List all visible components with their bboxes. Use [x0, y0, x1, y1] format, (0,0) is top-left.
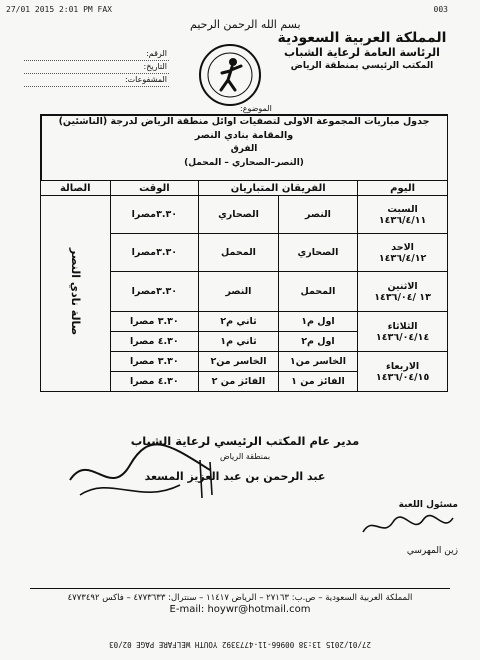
day-cell: [358, 196, 448, 234]
title-line-1: جدول مباريات المجموعة الاولى لتصفيات اوائل منطقة الرياض لدرجة (الناشئين): [58, 116, 430, 127]
day-name: الاثنين: [387, 280, 418, 292]
team-1: الخاسر من١: [278, 352, 357, 372]
day-date: ١٣ /١٤٣٦/٠٤: [374, 291, 431, 303]
day-name: الثلاثاء: [387, 320, 418, 332]
responsible-block: [348, 500, 458, 556]
subject-label: الموضوع:: [240, 104, 272, 113]
team-1: النصر: [278, 196, 357, 234]
basmala: بسم الله الرحمن الرحيم: [190, 18, 301, 31]
time-cell: ٣.٣٠مصرا: [110, 272, 199, 312]
team-2: المحمل: [199, 234, 278, 272]
org-header: [262, 30, 462, 71]
table-row: [41, 196, 448, 234]
day-date: ١٤٣٦/٤/١٢: [378, 252, 427, 264]
title-line-2: والمقامة بنادي النصر: [194, 130, 294, 141]
fax-header: 27/01 2015 2:01 PM FAX: [6, 5, 112, 14]
day-name: الاربعاء: [386, 360, 420, 372]
team-1: اول م١: [278, 312, 357, 332]
attachments-field: المشفوعات:: [24, 74, 169, 87]
bottom-fax-line: 27/01/2015 13:38 00966-11-4773392 YOUTH WELFARE PAGE 02/03: [109, 640, 371, 649]
director-title: مدير عام المكتب الرئيسي لرعاية الشباب: [130, 434, 360, 448]
reference-fields: [24, 48, 169, 87]
team-2: ثاني م٢: [199, 312, 278, 332]
day-name: الاحد: [391, 241, 414, 253]
team-1: الفائز من ١: [278, 372, 357, 392]
title-line-4: (النصر–الصحاري – المحمل): [184, 158, 304, 168]
org-office: المكتب الرئيسي بمنطقة الرياض: [290, 61, 434, 71]
team-2: الصحاري: [199, 196, 278, 234]
header-day: اليوم: [358, 181, 448, 196]
time-cell: ٣.٣٠مصرا: [110, 196, 199, 234]
director-name: عبد الرحمن بن عبد العزيز المسعد: [144, 470, 326, 483]
document-title: [40, 116, 448, 168]
director-region: بمنطقة الرياض: [219, 452, 271, 461]
day-date: ١٤٣٦/٠٤/١٥: [375, 371, 430, 383]
time-cell: ٣.٣٠ مصرا: [110, 352, 199, 372]
time-cell: ٣.٣٠ مصرا: [110, 312, 199, 332]
ref-number-field: الرقم:: [24, 48, 169, 61]
time-cell: ٤.٣٠ مصرا: [110, 372, 199, 392]
responsible-signature: [358, 510, 458, 542]
venue-cell: [41, 196, 111, 392]
team-2: ثاني م١: [199, 332, 278, 352]
day-cell: [358, 352, 448, 392]
team-2: النصر: [199, 272, 278, 312]
header-time: الوقت: [110, 181, 199, 196]
team-1: اول م٢: [278, 332, 357, 352]
footer-divider: [30, 588, 450, 589]
schedule-table: [40, 180, 448, 392]
day-name: السبت: [387, 203, 418, 215]
date-field: التاريخ:: [24, 61, 169, 74]
day-cell: [358, 312, 448, 352]
responsible-label: مسئول اللعبة: [398, 500, 458, 510]
footer-email: E-mail: hoywr@hotmail.com: [169, 604, 311, 615]
page-number: 003: [433, 5, 448, 14]
day-cell: [358, 234, 448, 272]
team-2: الخاسر من٢: [199, 352, 278, 372]
team-2: الفائز من ٢: [199, 372, 278, 392]
header-teams: الفريقان المتباريان: [199, 181, 358, 196]
day-date: ١٤٣٦/٤/١١: [378, 214, 427, 226]
youth-welfare-logo: [195, 40, 265, 110]
time-cell: ٤.٣٠ مصرا: [110, 332, 199, 352]
venue-name: صالة نادي النصر: [68, 248, 82, 336]
org-country: المملكة العربية السعودية: [277, 30, 447, 46]
table-header-row: [41, 181, 448, 196]
day-date: ١٤٣٦/٠٤/١٤: [375, 331, 430, 343]
title-line-3: الفرق: [230, 144, 258, 154]
responsible-name: زين المهرسي: [406, 546, 458, 556]
team-1: المحمل: [278, 272, 357, 312]
day-cell: [358, 272, 448, 312]
footer-address: المملكة العربية السعودية – ص.ب: ٢٧١٦٣ – الرياض ١١٤١٧ – سنترال: ٤٧٧٣٦٣٣ – فاكس ٤٧٧٣٤٩٢: [67, 593, 413, 603]
team-1: الصحاري: [278, 234, 357, 272]
org-presidency: الرئاسة العامة لرعاية الشباب: [284, 46, 440, 59]
time-cell: ٣.٣٠مصرا: [110, 234, 199, 272]
header-hall: الصالة: [41, 181, 111, 196]
